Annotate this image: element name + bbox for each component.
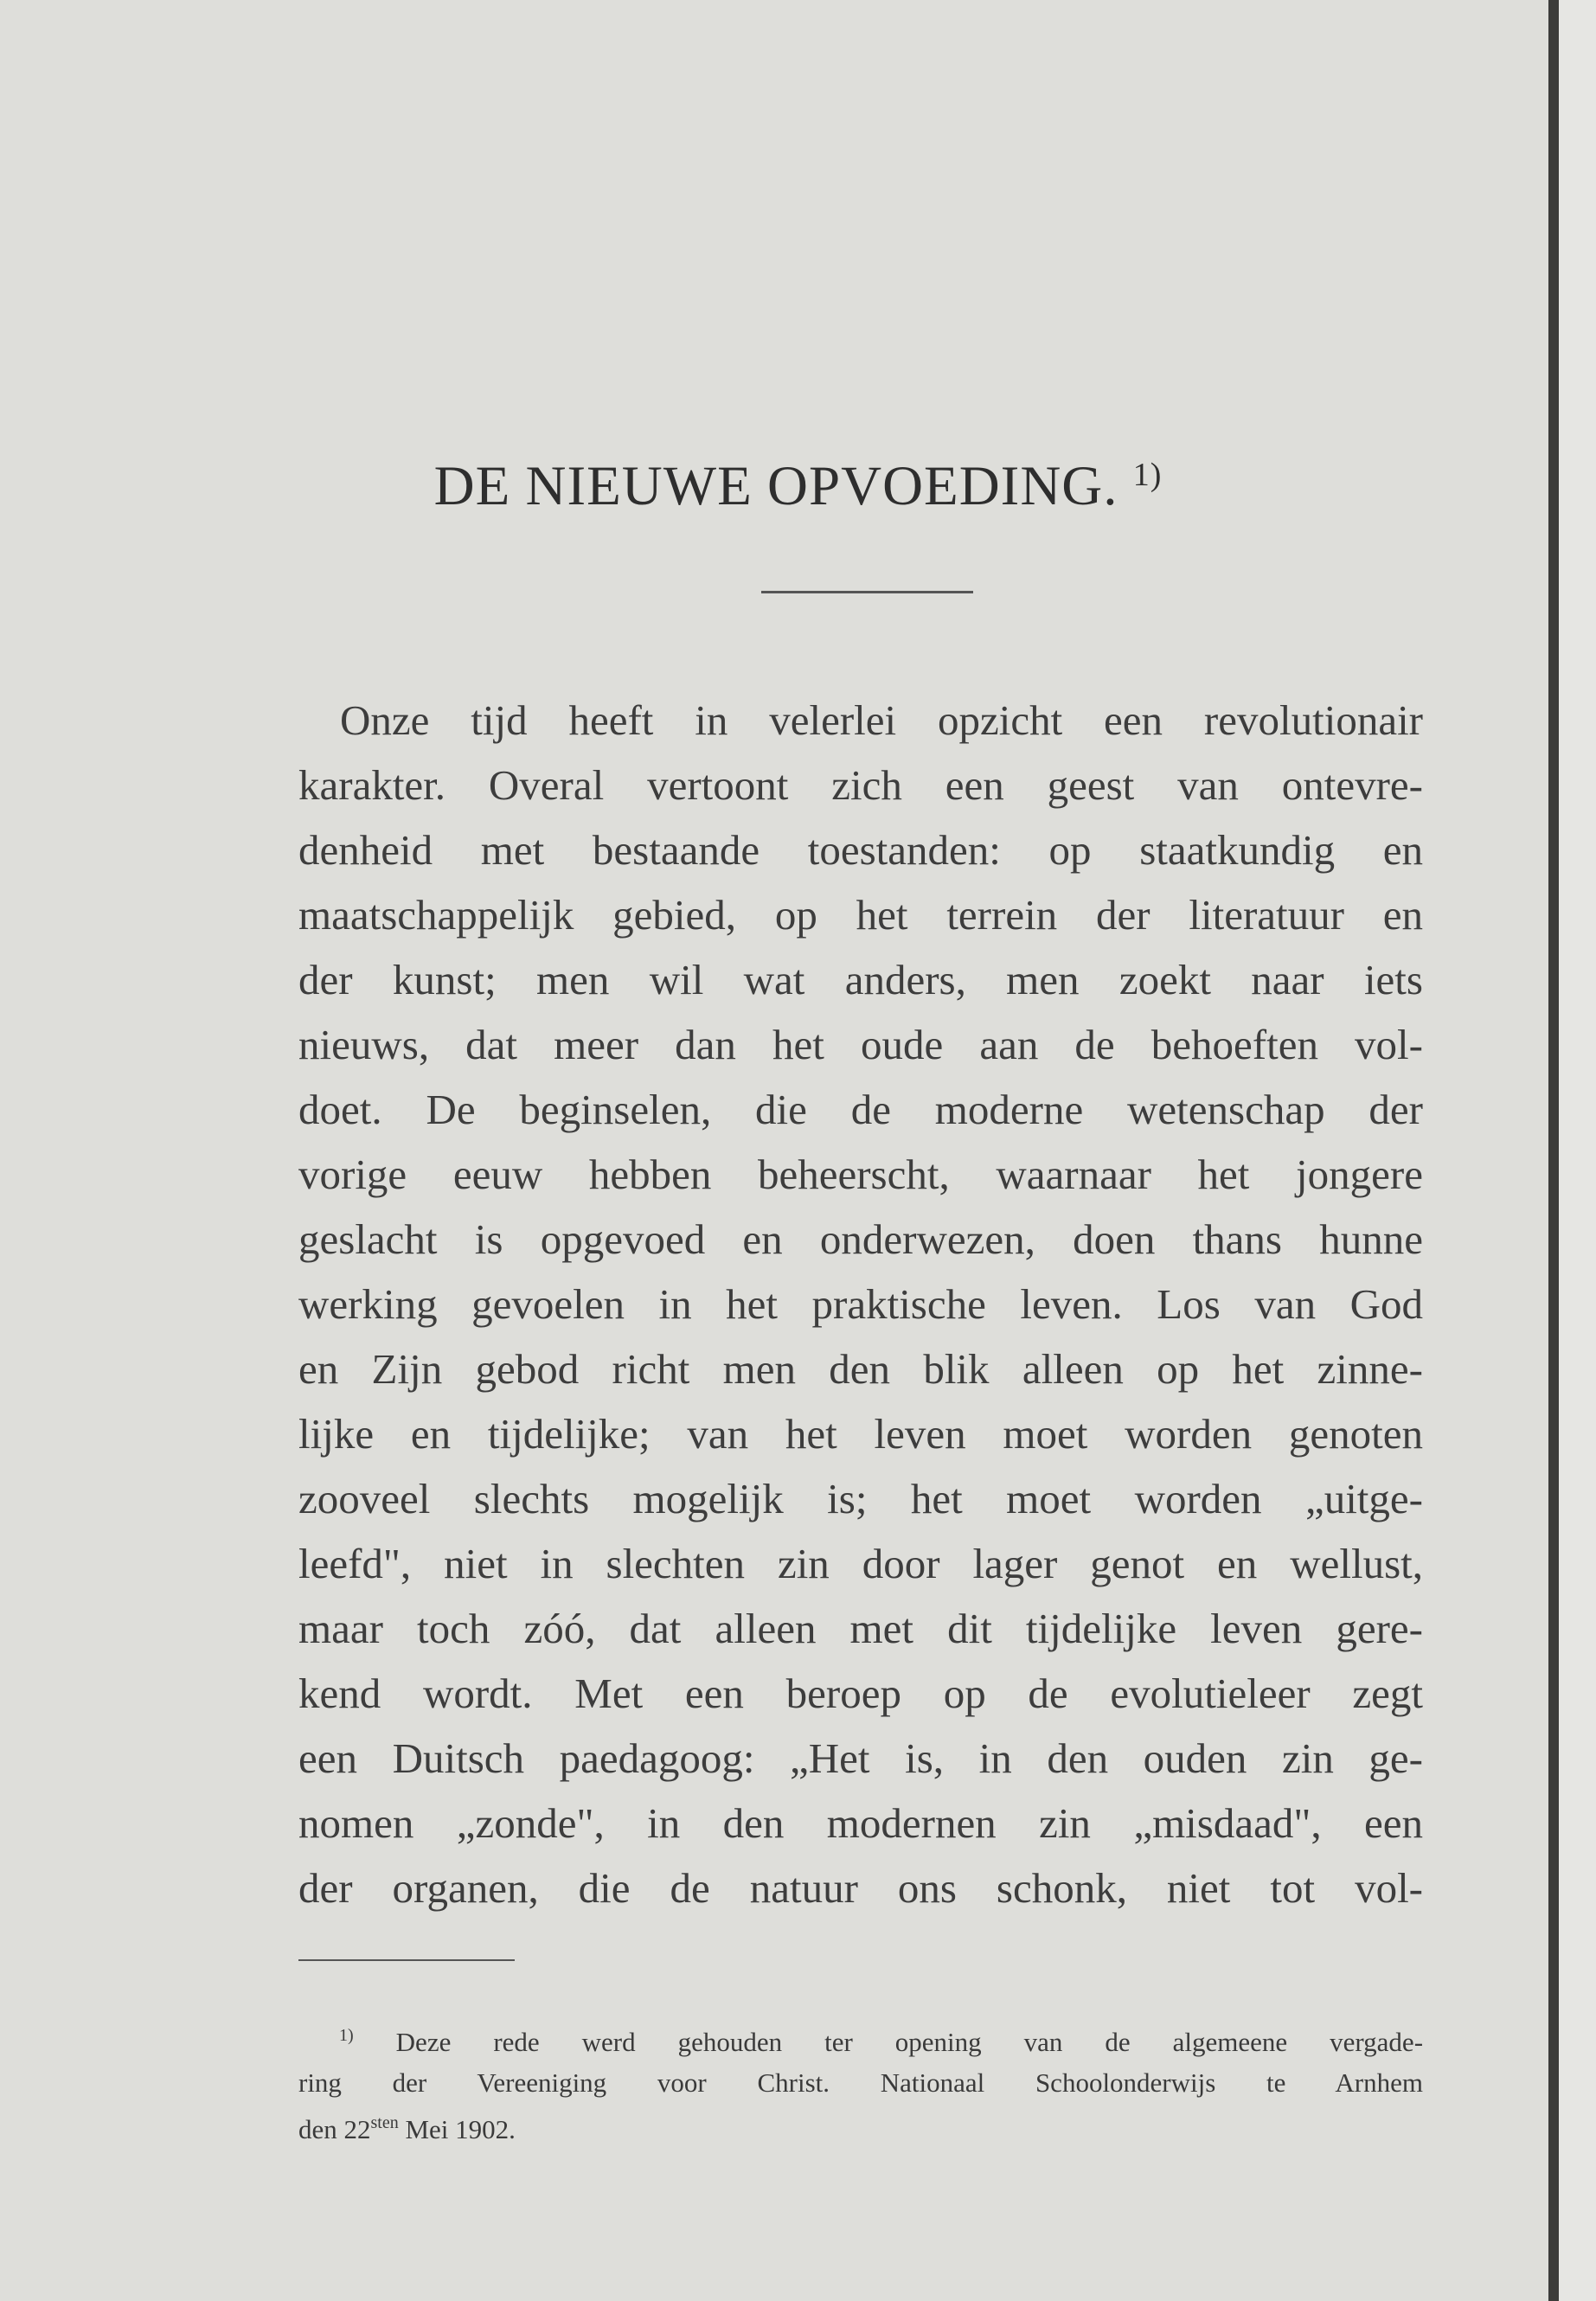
text-line: nomen „zonde", in den modernen zin „misdaad", een <box>298 1799 1423 1847</box>
text-line: vorige eeuw hebben beheerscht, waarnaar het jongere <box>298 1150 1423 1198</box>
chapter-title-text: DE NIEUWE OPVOEDING. <box>433 455 1118 517</box>
text-line: leefd", niet in slechten zin door lager genot en wellust, <box>298 1540 1423 1587</box>
text-line: nieuws, dat meer dan het oude aan de behoeften vol- <box>298 1021 1423 1068</box>
footnote-marker: 1) <box>339 2026 354 2045</box>
footnote <box>298 2016 1423 2150</box>
text-line: Onze tijd heeft in velerlei opzicht een revolutionair <box>340 696 1423 744</box>
text-line: karakter. Overal vertoont zich een geest van ontevre- <box>298 761 1423 809</box>
footnote-date-suffix: Mei 1902. <box>398 2114 516 2144</box>
page-binding-edge <box>1548 0 1559 2301</box>
text-line: geslacht is opgevoed en onderwezen, doen thans hunne <box>298 1215 1423 1263</box>
text-line: denheid met bestaande toestanden: op staatkundig en <box>298 826 1423 874</box>
text-line: doet. De beginselen, die de moderne wetenschap der <box>298 1086 1423 1133</box>
text-line: een Duitsch paedagoog: „Het is, in den ouden zin ge- <box>298 1734 1423 1782</box>
footnote-line <box>298 2103 1423 2150</box>
footnote-divider <box>298 1959 515 1961</box>
footnote-line: ring der Vereeniging voor Christ. Nationaal Schoolonderwijs te Arnhem <box>298 2067 1423 2098</box>
text-line: maar toch zóó, dat alleen met dit tijdelijke leven gere- <box>298 1605 1423 1652</box>
footnote-text: Deze rede werd gehouden ter opening van de algemeene vergade- <box>395 2027 1424 2057</box>
text-line: der organen, die de natuur ons schonk, niet tot vol- <box>298 1864 1423 1912</box>
text-line: werking gevoelen in het praktische leven. Los van God <box>298 1280 1423 1328</box>
chapter-title <box>0 454 1596 519</box>
text-line: lijke en tijdelijke; van het leven moet worden genoten <box>298 1410 1423 1458</box>
footnote-line <box>298 2016 1423 2062</box>
footnote-ordinal-suffix: sten <box>370 2113 399 2132</box>
text-line: zooveel slechts mogelijk is; het moet worden „uitge- <box>298 1475 1423 1522</box>
text-line: en Zijn gebod richt men den blik alleen op het zinne- <box>298 1345 1423 1393</box>
footnote-date-prefix: den 22 <box>298 2114 371 2144</box>
body-paragraph <box>298 688 1423 1920</box>
title-footnote-marker: 1) <box>1132 457 1163 493</box>
text-line: kend wordt. Met een beroep op de evolutieleer zegt <box>298 1670 1423 1717</box>
text-line: maatschappelijk gebied, op het terrein der literatuur en <box>298 891 1423 939</box>
title-divider <box>761 591 973 593</box>
text-line: der kunst; men wil wat anders, men zoekt naar iets <box>298 956 1423 1003</box>
page-margin-right <box>1559 0 1596 2301</box>
